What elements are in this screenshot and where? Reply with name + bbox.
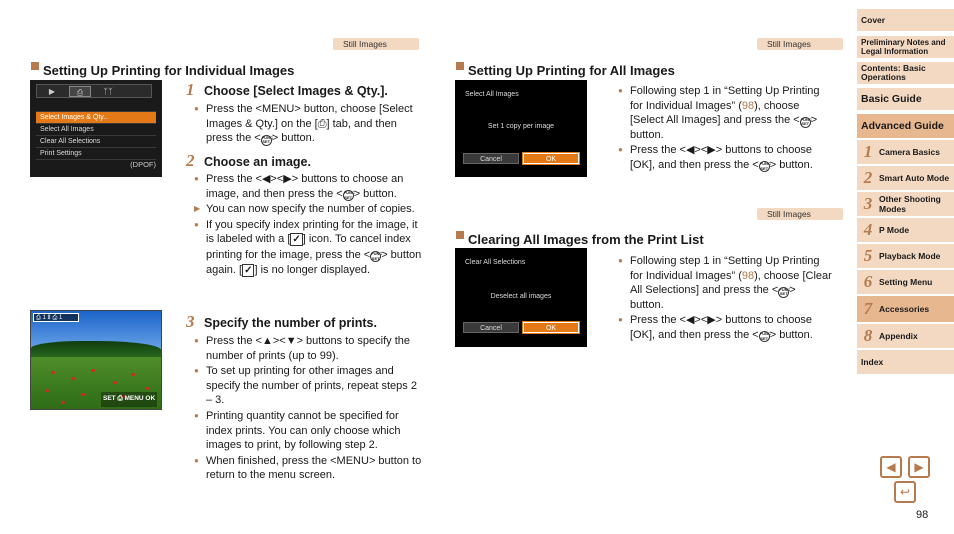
clear-all-dialog-screen: [455, 248, 587, 347]
dialog-message: Deselect all images: [490, 293, 552, 300]
dialog-title: Clear All Selections: [465, 259, 526, 266]
ok-button[interactable]: OK: [523, 153, 579, 164]
bullet: ● Press the <◀><▶> buttons to choose [OK], and then press the <FUNC SET > button.: [618, 313, 832, 342]
poppy: [81, 393, 85, 396]
bullet: ● Press the <◀><▶> buttons to choose [OK], and then press the <FUNC SET > button.: [618, 143, 832, 172]
bullet: ● When finished, press the <MENU> button to return to the menu screen.: [194, 454, 424, 483]
bullet: ● Press the <◀><▶> buttons to choose an image, and then press the <FUNC SET > button.: [194, 172, 424, 201]
dpof-label: (DPOF): [130, 160, 156, 170]
checkmark-icon: ✓: [292, 234, 301, 246]
step-3-bullets: [194, 334, 424, 484]
section-title-all-images: Setting Up Printing for All Images: [456, 62, 675, 79]
bullet: ● Press the <▲><▼> buttons to specify the number of prints (up to 99).: [194, 334, 424, 363]
func-set-icon: FUNC SET: [759, 331, 771, 341]
menu-row-select-all: Select All Images: [36, 124, 156, 136]
bullet: ● If you specify index printing for the image, it is labeled with a [ ✓ ] icon. To cancel index printing for the image, press the <FUNC SET > button again. [ ✓ ] is no longer displayed.: [194, 218, 424, 278]
dialog-title: Select All Images: [465, 91, 519, 98]
nav-chapter-5[interactable]: 5 Playback Mode: [857, 244, 954, 268]
step-2-bullets: [194, 172, 424, 279]
arrow-left-icon: ◀: [886, 460, 896, 474]
poppy: [45, 389, 49, 392]
nav-chapter-6[interactable]: 6 Setting Menu: [857, 270, 954, 294]
section-title-clear-all: Clearing All Images from the Print List: [456, 231, 704, 248]
menu-row-print-settings: Print Settings: [36, 148, 156, 160]
section-marker: [456, 231, 464, 239]
bullet: ● Press the <MENU> button, choose [Select Images & Qty.] on the [⎙] tab, and then press the <FUNC SET > button.: [194, 102, 424, 146]
func-set-icon: FUNC SET: [343, 190, 355, 200]
left-right-arrows-icon: ◀><▶: [261, 173, 292, 185]
step-number: 2: [186, 151, 195, 170]
nav-chapter-1[interactable]: 1 Camera Basics: [857, 140, 954, 164]
print-icon: ⎙: [317, 117, 327, 130]
arrow-right-icon: ▶: [914, 460, 924, 474]
all-images-bullets: [618, 84, 832, 174]
nav-chapter-2[interactable]: 2 Smart Auto Mode: [857, 166, 954, 190]
still-images-tag: Still Images: [757, 208, 843, 220]
menu-label: MENU: [336, 454, 369, 467]
page-ref-link[interactable]: 98: [741, 99, 755, 112]
print-tab-icon: ⎙: [69, 86, 91, 97]
nav-contents-basic-ops[interactable]: Contents: Basic Operations: [857, 62, 954, 84]
func-set-icon: FUNC SET: [800, 116, 812, 127]
print-count-bar: ⎙ 1 ⇕ ⎙ 1: [33, 313, 79, 322]
poppy: [71, 377, 75, 380]
step-2-title: 2 Choose an image.: [186, 151, 311, 170]
photo-footer: SET ⎙ MENU OK: [101, 392, 157, 407]
nav-chapter-4[interactable]: 4 P Mode: [857, 218, 954, 242]
poppy: [113, 381, 117, 384]
select-all-dialog-screen: [455, 80, 587, 177]
menu-row-clear-all: Clear All Selections: [36, 136, 156, 148]
dialog-message: Set 1 copy per image: [487, 123, 555, 130]
step-1-title: 1 Choose [Select Images & Qty.].: [186, 80, 388, 99]
poppy: [146, 387, 150, 390]
func-set-icon: FUNC SET: [261, 134, 273, 145]
nav-chapter-7[interactable]: 7 Accessories: [857, 296, 954, 322]
nav-advanced-guide[interactable]: Advanced Guide: [857, 114, 954, 138]
page-ref-link[interactable]: 98: [741, 269, 755, 282]
poppy: [51, 371, 55, 374]
left-right-arrows-icon: ◀><▶: [685, 144, 716, 157]
step-number: 3: [186, 312, 195, 331]
print-menu-screen: [30, 80, 162, 177]
cancel-button[interactable]: Cancel: [463, 322, 519, 333]
ok-button[interactable]: OK: [523, 322, 579, 333]
section-marker: [31, 62, 39, 70]
settings-tab-icon: ᛉᛉ: [103, 87, 113, 96]
nav-cover[interactable]: Cover: [857, 9, 954, 31]
func-set-icon: FUNC SET: [779, 286, 791, 297]
poppy: [131, 373, 135, 376]
prev-page-button[interactable]: [880, 456, 902, 478]
poppy: [61, 401, 65, 404]
return-icon: ↩: [899, 485, 911, 499]
nav-chapter-8[interactable]: 8 Appendix: [857, 324, 954, 348]
bullet: ● Printing quantity cannot be specified for index prints. You can only choose which images to print, by following step 2.: [194, 409, 424, 453]
step-number: 1: [186, 80, 195, 99]
result-bullet: ▶ You can now specify the number of copies.: [194, 202, 424, 217]
return-button[interactable]: [894, 481, 916, 503]
func-set-icon: FUNC SET: [371, 251, 383, 261]
page-number: 98: [916, 509, 929, 521]
left-right-arrows-icon: ◀><▶: [685, 314, 716, 327]
bullet: ● To set up printing for other images and specify the number of prints, repeat steps 2 – 3.: [194, 364, 424, 408]
nav-preliminary-notes[interactable]: Preliminary Notes and Legal Information: [857, 36, 954, 58]
playback-tab-icon: ▶: [48, 87, 56, 96]
nav-chapter-3[interactable]: 3 Other Shooting Modes: [857, 192, 954, 216]
bullet: ● Following step 1 in “Setting Up Printing for Individual Images” (98), choose [Select All Images] and press the <FUNC SET > button.: [618, 84, 832, 142]
poppy: [91, 369, 95, 372]
menu-row: [36, 100, 156, 112]
next-page-button[interactable]: [908, 456, 930, 478]
photo-screen: [30, 310, 162, 410]
nav-basic-guide[interactable]: Basic Guide: [857, 88, 954, 110]
menu-tabs: [36, 84, 152, 98]
clear-all-bullets: [618, 254, 832, 344]
menu-label: MENU: [261, 103, 295, 115]
up-down-arrows-icon: ▲><▼: [261, 335, 297, 347]
step-3-title: 3 Specify the number of prints.: [186, 312, 377, 331]
still-images-tag: Still Images: [333, 38, 419, 50]
func-set-icon: FUNC SET: [759, 161, 771, 171]
section-title-individual: Setting Up Printing for Individual Images: [31, 62, 294, 79]
section-marker: [456, 62, 464, 70]
checkmark-icon: ✓: [244, 264, 253, 276]
still-images-tag: Still Images: [757, 38, 843, 50]
cancel-button[interactable]: Cancel: [463, 153, 519, 164]
nav-index[interactable]: Index: [857, 350, 954, 374]
menu-row-select-images: Select Images & Qty..: [36, 112, 156, 124]
step-1-bullets: [194, 102, 424, 147]
bullet: ● Following step 1 in “Setting Up Printing for Individual Images” (98), choose [Clear All Selections] and press the <FUNC SET > button.: [618, 254, 832, 312]
